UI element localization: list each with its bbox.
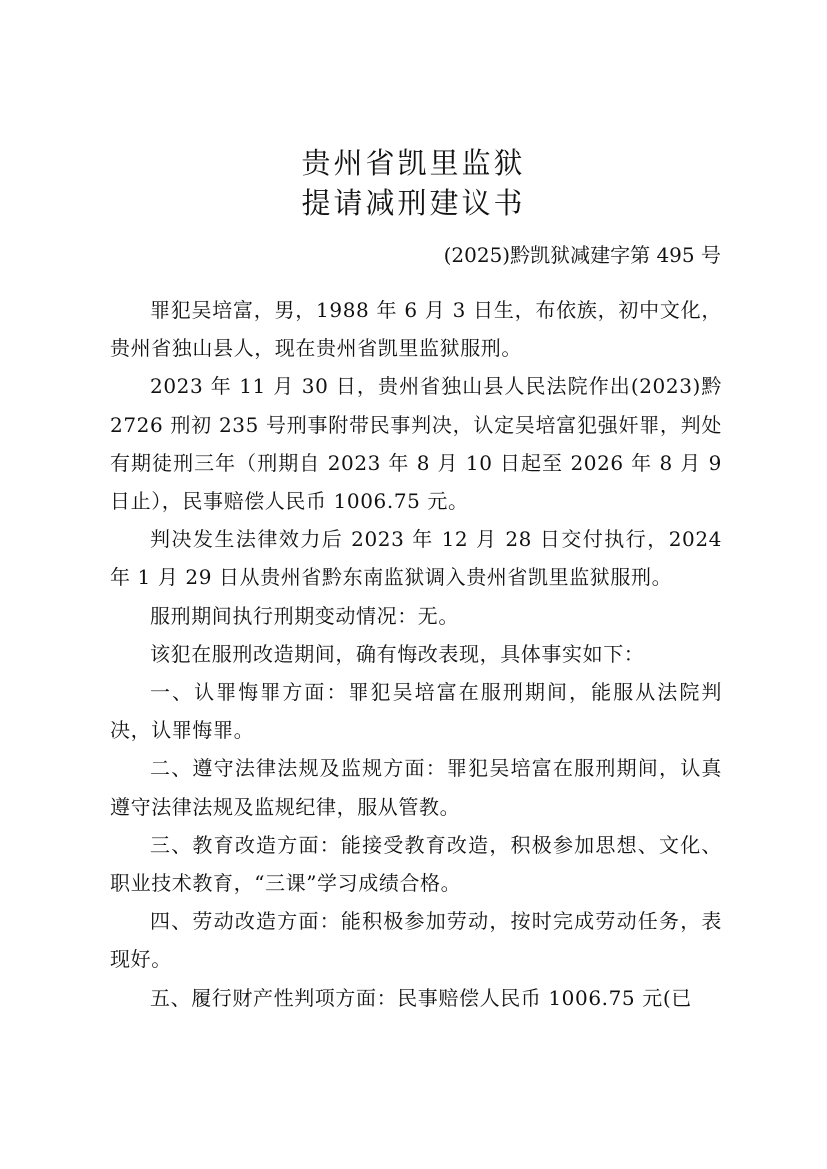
paragraph-sentence-changes: 服刑期间执行刑期变动情况：无。 (150, 603, 459, 628)
paragraph-repentance-intro: 该犯在服刑改造期间，确有悔改表现，具体事实如下： (150, 641, 645, 666)
paragraph-item-2: 二、遵守法律法规及监规方面：罪犯吴培富在服刑期间，认真遵守法律法规及监规纪律，服从管教。 (110, 756, 722, 819)
document-body (110, 291, 722, 1017)
document-title-line1: 贵州省凯里监狱 (301, 146, 526, 180)
paragraph-personal-info: 罪犯吴培富，男，1988 年 6 月 3 日生，布依族，初中文化，贵州省独山县人，现在贵州省凯里监狱服刑。 (110, 298, 722, 361)
paragraph-item-3: 三、教育改造方面：能接受教育改造，积极参加思想、文化、职业技术教育，“三课”学习成绩合格。 (110, 832, 722, 896)
paragraph-judgment: 2023 年 11 月 30 日，贵州省独山县人民法院作出(2023)黔 2726 刑初 235 号刑事附带民事判决，认定吴培富犯强奸罪，判处有期徒刑三年（刑期自 2023 年 8 月 10 日起至 2026 年 8 月 9 日止），民事赔偿人民币 1006.75 元。 (110, 374, 722, 514)
document-number: (2025)黔凯狱减建字第 495 号 (443, 243, 721, 267)
document-title-line2: 提请减刑建议书 (301, 186, 526, 220)
paragraph-item-5: 五、履行财产性判项方面：民事赔偿人民币 1006.75 元(已 (150, 985, 692, 1010)
paragraph-execution: 判决发生法律效力后 2023 年 12 月 28 日交付执行，2024 年 1 月 29 日从贵州省黔东南监狱调入贵州省凯里监狱服刑。 (110, 527, 722, 590)
paragraph-item-1: 一、认罪悔罪方面：罪犯吴培富在服刑期间，能服从法院判决，认罪悔罪。 (110, 680, 722, 743)
paragraph-item-4: 四、劳动改造方面：能积极参加劳动，按时完成劳动任务，表现好。 (110, 909, 722, 972)
